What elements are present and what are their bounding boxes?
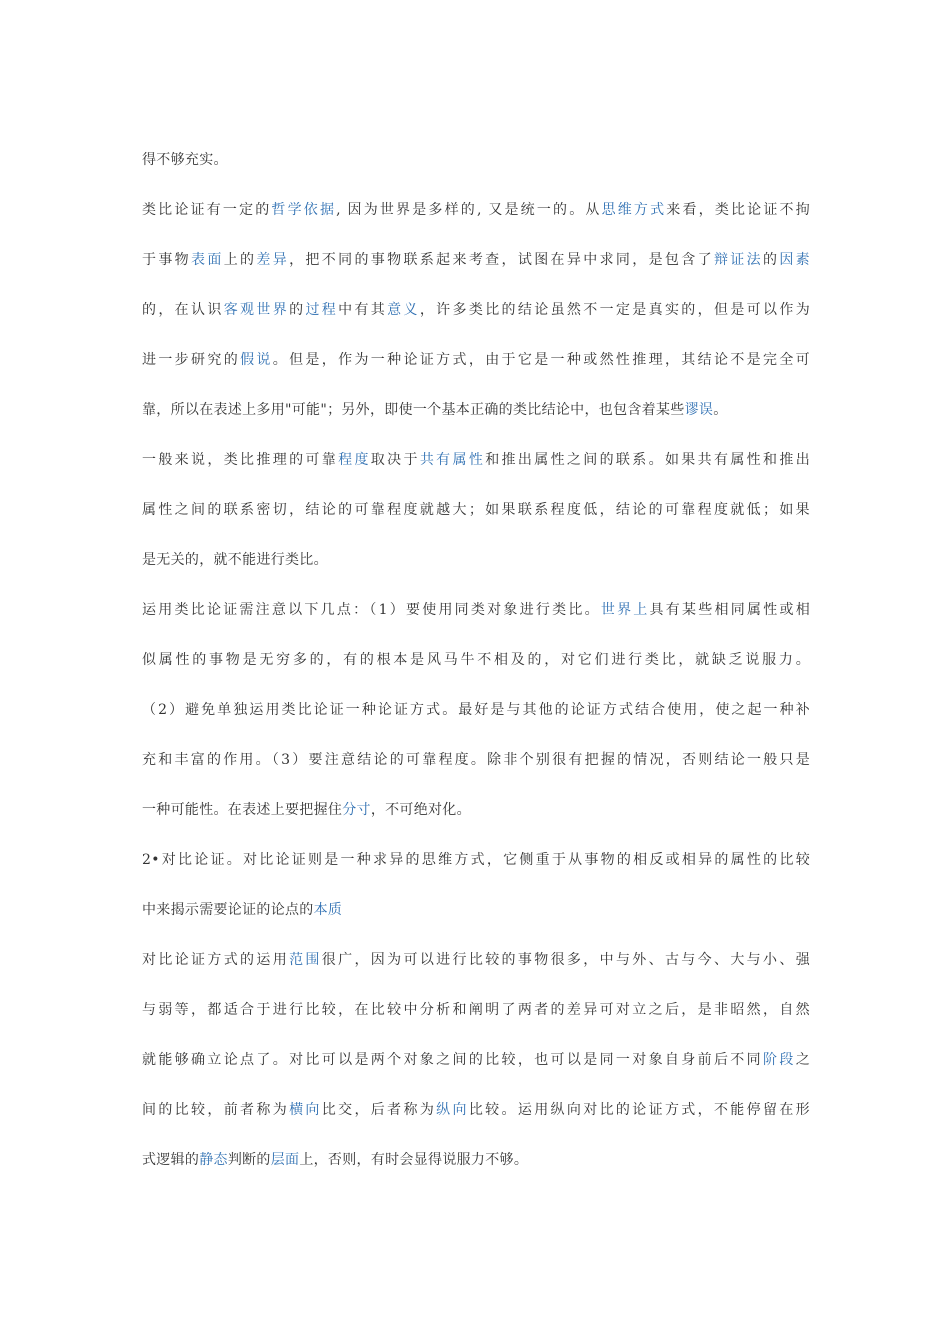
text-segment: 靠，所以在表述上多用"可能"；另外，即使一个基本正确的类比结论中，也包含着某些 [142,402,685,418]
term-link[interactable]: 辩证法 [713,252,763,268]
text-line [142,1050,810,1070]
text-line [142,300,810,320]
text-line [142,450,810,470]
text-segment: 得不够充实。 [142,152,228,168]
term-link[interactable]: 过程 [305,302,339,318]
text-segment: 。 [713,402,728,418]
term-link[interactable]: 差异 [256,252,290,268]
term-link[interactable]: 分寸 [342,802,371,818]
text-line [142,850,810,870]
term-link[interactable]: 层面 [270,1152,300,1168]
term-link[interactable]: 哲学依据 [271,202,337,218]
term-link[interactable]: 共有属性 [419,452,486,468]
term-link[interactable]: 程度 [338,452,371,468]
text-segment: ，把不同的事物联系起来考查，试图在异中求同，是包含了 [289,252,714,268]
text-segment: 比较。运用纵向对比的论证方式，不能停留在形 [468,1102,810,1118]
text-segment: 间的比较，前者称为 [142,1102,290,1118]
term-link[interactable]: 因素 [779,252,810,268]
text-segment: 上，否则，有时会显得说服力不够。 [299,1152,529,1168]
text-segment: 来看，类比论证不拘 [666,202,811,218]
term-link[interactable]: 谬误 [684,402,714,418]
text-segment: 似属性的事物是无穷多的，有的根本是风马牛不相及的，对它们进行类比，就缺乏说服力。 [142,652,810,668]
text-segment: 一种可能性。在表述上要把握住 [142,802,343,818]
text-segment: 和推出属性之间的联系。如果共有属性和推出 [485,452,810,468]
text-line [142,1000,810,1020]
text-segment: 的 [289,302,306,318]
text-line [142,500,810,520]
text-segment: 中有其 [338,302,388,318]
text-segment: 对比论证方式的运用 [142,952,290,968]
text-line [142,600,810,620]
term-link[interactable]: 横向 [289,1102,322,1118]
text-line [142,1150,528,1170]
text-segment: 类比论证有一定的 [142,202,272,218]
text-line [142,900,342,920]
term-link[interactable]: 本质 [313,902,343,918]
text-line [142,950,810,970]
text-segment: 运用类比论证需注意以下几点：（1）要使用同类对象进行类比。 [142,602,601,618]
text-segment: 进一步研究的 [142,352,241,368]
text-line [142,550,328,570]
text-segment: ，不可绝对化。 [370,802,471,818]
text-segment: 的 [762,252,780,268]
text-segment: 2•对比论证。对比论证则是一种求异的思维方式，它侧重于从事物的相反或相异的属性的比较 [142,852,810,868]
term-link[interactable]: 静态 [199,1152,228,1168]
text-line [142,650,810,670]
text-line [142,1100,810,1120]
term-link[interactable]: 思维方式 [601,202,667,218]
text-segment: 的，在认识 [142,302,224,318]
text-line [142,800,471,820]
text-line [142,200,810,220]
text-line [142,350,810,370]
text-segment: 。但是，作为一种论证方式，由于它是一种或然性推理，其结论不是完全可 [272,352,810,368]
text-segment: 上的 [223,252,257,268]
text-segment: 之 [795,1052,810,1068]
text-segment: 取决于 [370,452,420,468]
text-segment: 具有某些相同属性或相 [649,602,810,618]
term-link[interactable]: 客观世界 [223,302,290,318]
term-link[interactable]: 纵向 [436,1102,469,1118]
text-segment: 于事物 [142,252,192,268]
text-segment: 与弱等，都适合于进行比较，在比较中分析和阐明了两者的差异可对立之后，是非昭然，自然 [142,1002,810,1018]
text-segment: 就能够确立论点了。对比可以是两个对象之间的比较，也可以是同一对象自身前后不同 [142,1052,763,1068]
term-link[interactable]: 表面 [191,252,224,268]
text-segment: 式逻辑的 [142,1152,200,1168]
text-segment: 充和丰富的作用。（3）要注意结论的可靠程度。除非个别很有把握的情况，否则结论一般只是 [142,752,810,768]
text-segment: 属性之间的联系密切，结论的可靠程度就越大；如果联系程度低，结论的可靠程度就低；如果 [142,502,810,518]
text-segment: （2）避免单独运用类比论证一种论证方式。最好是与其他的论证方式结合使用，使之起一种补 [142,702,810,718]
term-link[interactable]: 世界上 [600,602,650,618]
text-segment: 判断的 [227,1152,271,1168]
text-segment: 是无关的，就不能进行类比。 [142,552,328,568]
term-link[interactable]: 范围 [289,952,322,968]
text-segment: 中来揭示需要论证的论点的 [142,902,314,918]
text-segment: 一般来说，类比推理的可靠 [142,452,339,468]
text-segment: , 因为世界是多样的, 又是统一的。从 [336,202,602,218]
term-link[interactable]: 阶段 [763,1052,796,1068]
text-line [142,150,228,170]
term-link[interactable]: 意义 [387,302,420,318]
text-line [142,700,810,720]
text-segment: 比交，后者称为 [321,1102,437,1118]
text-line [142,750,810,770]
text-line [142,250,810,270]
text-line [142,400,728,420]
text-segment: 很广，因为可以进行比较的事物很多，中与外、古与今、大与小、强 [321,952,811,968]
term-link[interactable]: 假说 [240,352,273,368]
text-segment: ，许多类比的结论虽然不一定是真实的，但是可以作为 [419,302,810,318]
